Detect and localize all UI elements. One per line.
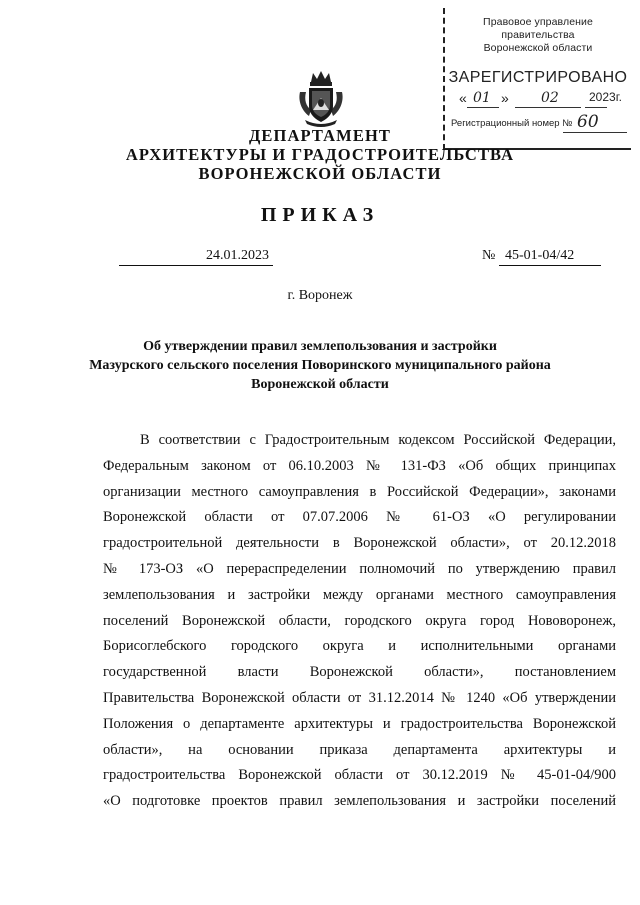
subject-line3: Воронежской области: [251, 377, 389, 392]
stamp-date-month: 02: [541, 90, 559, 106]
stamp-date-year: 2023г.: [589, 90, 622, 104]
city: г. Воронеж: [287, 288, 353, 303]
body-line: «О подготовке проектов правил землепользования и застройки поселений: [103, 793, 616, 810]
body-line: области», на основании приказа департамента архитектуры и: [103, 741, 616, 758]
body-line: градостроительной деятельности в Воронежской области», от 20.12.2018: [103, 535, 616, 552]
body-line: организации местного самоуправления в Российской Федерации», законами: [103, 483, 616, 500]
stamp-reg-number: 60: [577, 112, 599, 132]
dept-line3: ВОРОНЕЖСКОЙ ОБЛАСТИ: [198, 164, 442, 183]
subject-line2: Мазурского сельского поселения Поворинского муниципального района: [89, 358, 551, 373]
body-line: № 173-ОЗ «О перераспределении полномочий по утверждению правил: [103, 560, 616, 577]
order-number-underline: [499, 265, 601, 266]
document-type-title: ПРИКАЗ: [260, 204, 380, 226]
stamp-registered-label: ЗАРЕГИСТРИРОВАНО: [448, 69, 628, 86]
subject-line1: Об утверждении правил землепользования и застройки: [143, 339, 497, 354]
department-heading: [60, 126, 580, 183]
stamp-date: [459, 90, 627, 112]
body-line: Федеральным законом от 06.10.2003 № 131-ФЗ «Об общих принципах: [103, 457, 616, 474]
dept-line2: АРХИТЕКТУРЫ И ГРАДОСТРОИТЕЛЬСТВА: [125, 145, 515, 164]
body-line: государственной власти Воронежской области», постановлением: [103, 664, 616, 681]
stamp-org-line2: Воронежской области: [483, 42, 593, 54]
body-line: В соответствии с Градостроительным кодексом Российской Федерации,: [140, 432, 616, 448]
body-line: градостроительства Воронежской области от 30.12.2019 № 45-01-04/900: [103, 767, 616, 784]
stamp-reg-number-label: Регистрационный номер №: [451, 118, 573, 129]
body-line: Воронежской области от 07.07.2006 № 61-ОЗ «О регулировании: [103, 509, 616, 526]
body-line: поселений Воронежской области, городского округа город Нововоронеж,: [103, 612, 616, 629]
order-date-underline: [119, 265, 273, 266]
order-subject: [60, 337, 580, 394]
body-line: Правительства Воронежской области от 31.12.2014 № 1240 «Об утверждении: [103, 689, 616, 706]
order-number-sign: №: [482, 248, 496, 263]
stamp-date-day: 01: [473, 90, 491, 106]
body-line: Положения о департаменте архитектуры и градостроительства Воронежской: [103, 715, 616, 732]
stamp-date-quote-close: »: [501, 90, 509, 106]
stamp-org-line1: Правовое управление правительства: [483, 16, 593, 41]
body-line: Борисоглебского городского округа и исполнительными органами: [103, 638, 616, 655]
order-date-value: 24.01.2023: [206, 248, 269, 263]
body-line: землепользования и застройки между органами местного самоуправления: [103, 586, 616, 603]
order-number: 45-01-04/42: [505, 248, 575, 263]
voronezh-coat-of-arms-icon: [297, 70, 345, 128]
order-body-text: [103, 428, 616, 815]
stamp-organization: [445, 16, 631, 55]
stamp-date-quote-open: «: [459, 90, 467, 106]
dept-line1: ДЕПАРТАМЕНТ: [248, 126, 391, 145]
